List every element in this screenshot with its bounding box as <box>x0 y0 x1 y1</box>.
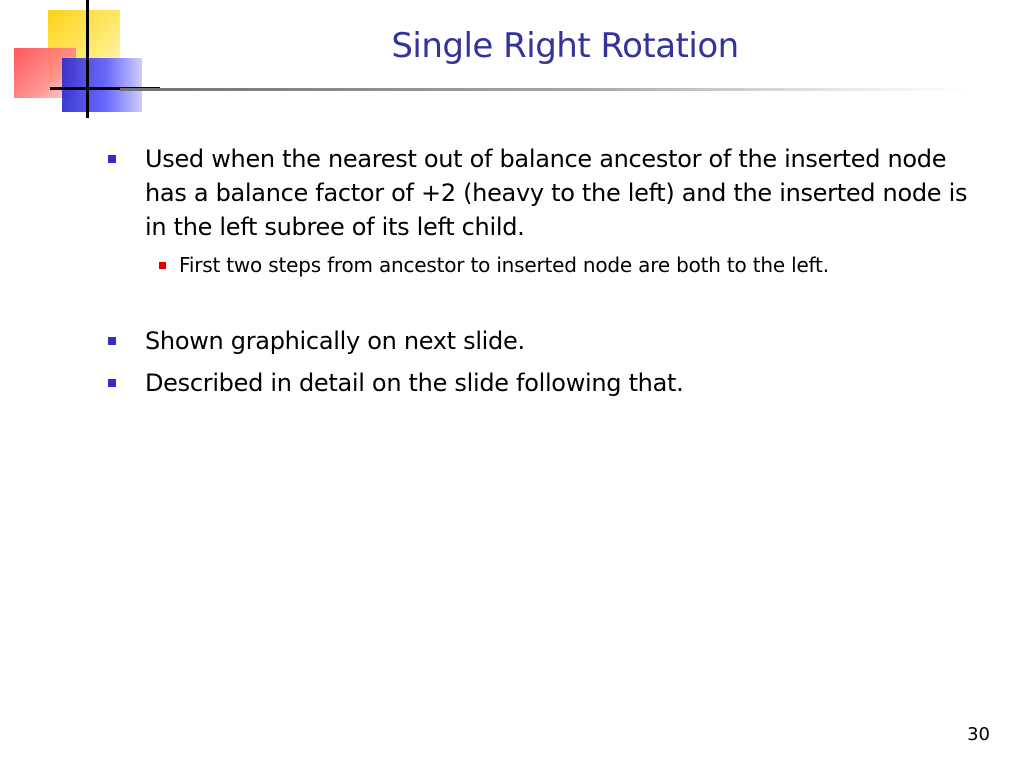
blue-square-bullet-icon <box>108 379 116 387</box>
corner-decoration <box>0 0 160 120</box>
sub-bullet-text: First two steps from ancestor to inserted node are both to the left. <box>179 253 829 277</box>
blue-square-bullet-icon <box>108 337 116 345</box>
red-square-bullet-icon <box>159 262 166 269</box>
bullet-item <box>104 324 974 358</box>
page-number: 30 <box>967 724 990 745</box>
bullet-list <box>104 142 974 408</box>
vertical-line-decoration <box>86 0 89 118</box>
bullet-text: Described in detail on the slide following that. <box>145 369 684 397</box>
blue-square-decoration <box>62 58 142 112</box>
sub-bullet-item <box>145 252 974 278</box>
slide-title: Single Right Rotation <box>391 26 739 66</box>
blue-square-bullet-icon <box>108 155 116 163</box>
bullet-item <box>104 142 974 244</box>
title-underline <box>120 88 970 91</box>
bullet-text: Used when the nearest out of balance ancestor of the inserted node has a balance factor of +2 (heavy to the left) and the inserted node is in the left subree of its left child. <box>145 145 968 241</box>
bullet-text: Shown graphically on next slide. <box>145 327 525 355</box>
bullet-item <box>104 366 974 400</box>
